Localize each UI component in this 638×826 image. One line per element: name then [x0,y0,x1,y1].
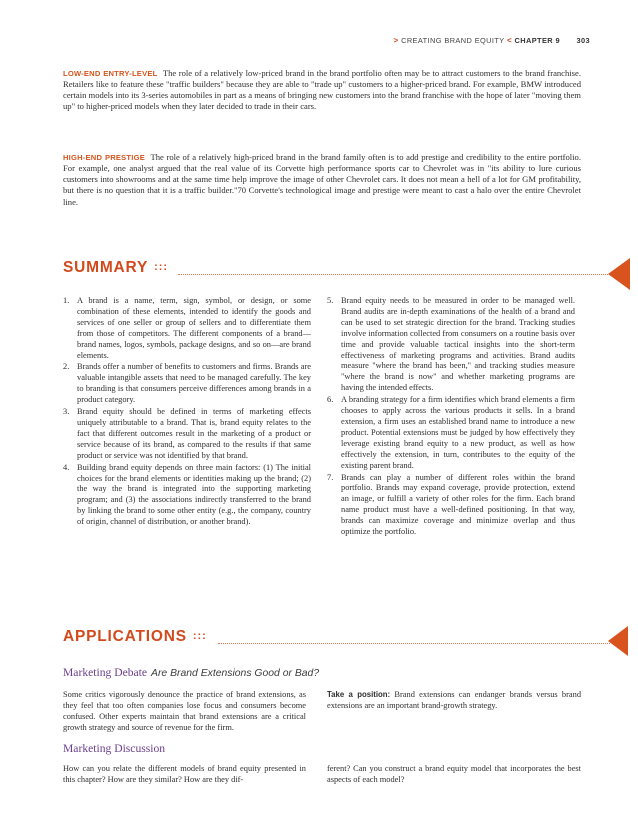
item-number: 1. [63,296,70,305]
debate-title: Marketing Debate [63,666,148,679]
summary-heading [63,259,168,277]
discussion-title: Marketing Discussion [63,742,166,755]
edge-tab-icon [608,626,628,656]
summary-item [63,407,311,462]
summary-left-column [63,296,311,529]
summary-item [327,395,575,471]
high-end-label: HIGH-END PRESTIGE [63,153,145,162]
debate-question: Are Brand Extensions Good or Bad? [151,668,320,679]
low-end-paragraph [63,68,581,113]
applications-divider [218,643,610,644]
low-end-text: The role of a relatively low-priced brand in the brand portfolio often may be to attract customers to the brand franchise. Retailers like to feature these "traffic builders" because they are able to "trade up" customers to a higher-priced brand. For example, BMW introduced certain models into its 3-series automobiles in part as a means of bringing new customers into the brand franchise with the hope of later "moving them up" to higher-priced models when they later decided to trade in their cars. [63,68,581,112]
summary-title: SUMMARY [63,259,149,276]
discussion-right-text: ferent? Can you construct a brand equity model that incorporates the best aspects of each model? [327,764,581,784]
item-number: 3. [63,407,70,417]
summary-item [63,463,311,528]
discussion-left-text: How can you relate the different models of brand equity presented in this chapter? How are they similar? How are they dif- [63,764,306,784]
low-end-label: LOW-END ENTRY-LEVEL [63,69,158,78]
marketing-debate-heading [63,666,319,679]
item-text: Brands can play a number of different roles within the brand portfolio. Brands may expand coverage, provide protection, extend an image, or fulfill a variety of other roles for the firm. Each brand name product must have a well-defined positioning. In that way, brands can maximize coverage and minimize overlap and thus optimize the portfolio. [341,472,575,537]
item-text: A branding strategy for a firm identifies which brand elements a firm chooses to apply across the various products it sells. In a brand extension, a firm uses an established brand name to introduce a new product. Potential extensions must be judged by how effectively they leverage existing brand equity to a new product, as well as how effectively the extension, in turn, contributes to the equity of the existing parent brand. [341,395,575,470]
item-number: 2. [63,362,70,372]
summary-list-right [327,296,575,538]
chapter-label: CHAPTER 9 [514,36,560,45]
summary-divider [178,274,610,275]
item-text: Brand equity should be defined in terms of marketing effects uniquely attributable to a brand. That is, brand equity relates to the fact that different outcomes result in the marketing of a product or service because of its brand, as compared to the results if that same product or service was not identified by that brand. [77,407,311,460]
running-head [330,36,590,45]
dots-ornament-icon: ::: [192,630,207,642]
debate-left-text: Some critics vigorously denounce the practice of brand extensions, as they feel that too often companies lose focus and consumers become confused. Other experts maintain that brand extensions are a critical growth strategy and source of revenue for the firm. [63,690,306,732]
item-number: 7. [327,472,334,482]
high-end-paragraph [63,152,581,208]
item-text: A brand is a name, term, sign, symbol, or design, or some combination of these elements, intended to identify the goods and services of one seller or group of sellers and to differentiate them from those of competitors. The different components of a brand—brand names, logos, symbols, package designs, and so on—are brand elements. [77,296,311,360]
page-number: 303 [576,36,590,45]
chevron-right-icon: > [393,36,399,45]
item-number: 6. [327,395,334,405]
marketing-discussion-heading [63,742,165,755]
high-end-text: The role of a relatively high-priced brand in the brand family often is to add prestige and credibility to the entire portfolio. For example, one analyst argued that the real value of its Corvette high performance sports car to Chevrolet was in "its ability to lure curious customers into showrooms and at the same time help improve the image of other Chevrolet cars. It does not mean a hell of a lot for GM profitability, but there is no question that it is a traffic builder."70 Corvette's technological image and prestige were meant to cast a halo over the entire Chevrolet line. [63,152,581,207]
item-number: 4. [63,462,70,472]
summary-item [327,473,575,538]
item-text: Brand equity needs to be measured in order to be managed well. Brand audits are in-depth examinations of the health of a brand and can be used to set strategic direction for the brand. Tracking studies involve information collected from consumers on a routine basis over time and provide valuable tactical insights into the short-term effectiveness of marketing programs and activities. Brand audits measure "where the brand has been," and tracking studies measure "where the brand is now" and whether marketing programs are having the intended effects. [341,296,575,393]
dots-ornament-icon: ::: [154,261,169,273]
debate-position [327,690,581,712]
position-text: Brand extensions can endanger brands versus brand extensions are an important brand-growth strategy. [327,690,582,710]
edge-tab-icon [608,258,630,290]
chevron-left-icon: < [506,36,513,45]
summary-right-column [327,296,575,539]
position-label: Take a position: [327,690,391,699]
part-title: CREATING BRAND EQUITY [401,36,505,45]
item-number: 5. [327,296,334,305]
summary-item [327,296,575,394]
summary-list-left [63,296,311,528]
item-text: Building brand equity depends on three main factors: (1) The initial choices for the brand elements or identities making up the brand; (2) the way the brand is integrated into the supporting marketing program; and (3) the associations indirectly transferred to the brand by linking the brand to some other entity (e.g., the company, country of origin, channel of distribution, or another brand). [77,462,311,527]
item-text: Brands offer a number of benefits to customers and firms. Brands are valuable intangible assets that need to be managed carefully. The key to branding is that consumers perceive differences among brands in a product category. [77,362,311,405]
summary-item [63,362,311,406]
applications-title: APPLICATIONS [63,628,187,645]
applications-heading [63,628,207,646]
summary-item [63,296,311,361]
